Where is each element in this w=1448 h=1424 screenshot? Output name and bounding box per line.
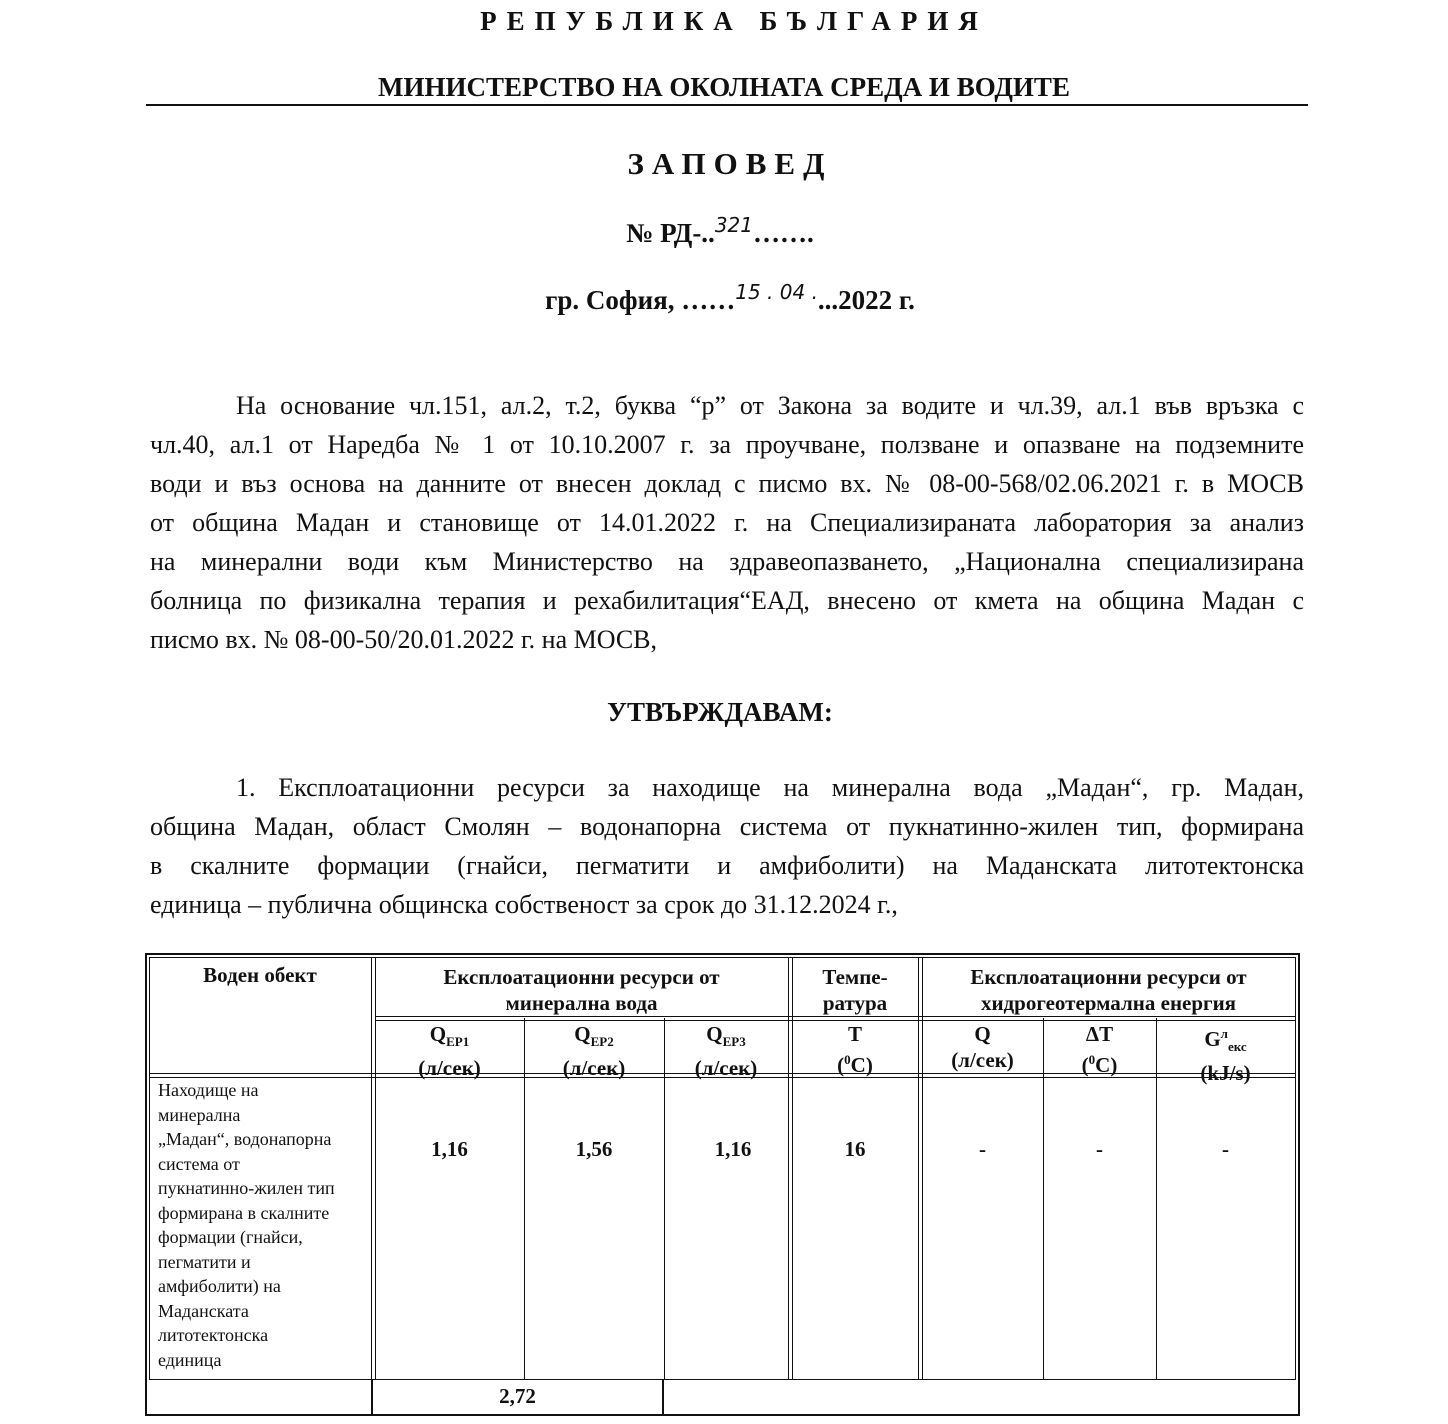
group-mineral-water — [375, 964, 788, 1016]
t-symbol: T — [847, 1022, 862, 1046]
republic-heading: РЕПУБЛИКА БЪЛГАРИЯ — [480, 6, 988, 36]
t-unit-sup: 0 — [844, 1052, 851, 1067]
value-qep1: 1,16 — [431, 1137, 468, 1161]
desc-line: формации (гнайси, — [158, 1227, 303, 1247]
order-number — [0, 213, 1444, 249]
basis-line: от община Мадан и становище от 14.01.2022 г. на Специализираната лаборатория за анализ — [150, 508, 1304, 537]
basis-line: на минерални води към Министерство на здравеопазването, „Национална специализирана — [150, 547, 1304, 576]
table-hline — [375, 1016, 1295, 1017]
q-unit: (л/сек) — [951, 1048, 1014, 1072]
order-title: ЗАПОВЕД — [627, 146, 833, 181]
qep2-symbol: Q — [574, 1022, 591, 1046]
qep2-unit: (л/сек) — [562, 1056, 626, 1081]
col-temp-line1: Темпе- — [822, 965, 888, 989]
desc-line: Находище на — [158, 1080, 259, 1100]
desc-line: литотектонска — [158, 1325, 269, 1345]
date-handwritten: 15 . 04 . — [735, 280, 818, 304]
date-suffix: ...2022 г. — [817, 285, 915, 315]
item1-line: в скалните формации (гнайси, пегматити и амфиболити) на Маданската литотектонска — [150, 851, 1304, 880]
dt-symbol: ΔT — [1085, 1022, 1114, 1046]
basis-paragraph — [150, 386, 1304, 659]
q-symbol: Q — [974, 1022, 991, 1046]
t-unit-pre: ( — [837, 1053, 845, 1077]
desc-line: амфиболити) на — [158, 1276, 281, 1296]
basis-line: На основание чл.151, ал.2, т.2, буква “р” от Закона за водите и чл.39, ал.1 във връзка с — [236, 391, 1304, 420]
qep3-symbol: Q — [706, 1022, 723, 1046]
g-subscript: екс — [1227, 1039, 1247, 1055]
qep3-subscript: EP3 — [722, 1034, 746, 1050]
approve-heading: УТВЪРЖДАВАМ: — [607, 697, 833, 727]
desc-line: система от — [158, 1153, 240, 1174]
header-rule — [146, 104, 1308, 106]
value-g: - — [1222, 1137, 1229, 1161]
desc-line: пукнатинно-жилен тип — [158, 1178, 335, 1198]
basis-line: писмо вх. № 08-00-50/20.01.2022 г. на МОСВ, — [150, 625, 658, 654]
desc-line: „Мадан“, водонапорна — [158, 1129, 332, 1149]
basis-line: чл.40, ал.1 от Наредба № 1 от 10.10.2007 г. за проучване, ползване и опазване на подземните — [150, 430, 1304, 459]
col-qep2 — [524, 1021, 664, 1081]
sum-value: 2,72 — [499, 1384, 536, 1408]
desc-line: Маданската — [158, 1300, 249, 1321]
col-temp-line2: ратура — [822, 991, 888, 1015]
item1-line: 1. Експлоатационни ресурси за находище на минерална вода „Мадан“, гр. Мадан, — [236, 773, 1304, 802]
desc-line: пегматити и — [158, 1251, 251, 1272]
item1-paragraph — [150, 768, 1304, 924]
item1-line: община Мадан, област Смолян – водонапорна система от пукнатинно-жилен тип, формирана — [150, 812, 1304, 841]
qep1-subscript: EP1 — [446, 1034, 470, 1050]
value-qep2: 1,56 — [575, 1137, 613, 1161]
group-mineral-line2: минерална вода — [505, 991, 658, 1015]
qep2-subscript: EP2 — [590, 1034, 614, 1050]
ministry-heading: МИНИСТЕРСТВО НА ОКОЛНАТА СРЕДА И ВОДИТЕ — [378, 72, 1070, 102]
col-q — [922, 1021, 1043, 1073]
dt-unit-pre: ( — [1081, 1053, 1089, 1077]
col-g — [1156, 1021, 1295, 1086]
basis-line: води и въз основа на данните от внесен доклад с писмо вх. № 08-00-568/02.06.2021 г. в МОСВ — [150, 469, 1304, 498]
value-t: 16 — [844, 1137, 866, 1161]
dt-unit-post: C) — [1095, 1053, 1118, 1077]
desc-line: минерална — [158, 1104, 241, 1125]
qep1-unit: (л/сек) — [418, 1056, 481, 1081]
value-q: - — [979, 1137, 986, 1161]
group-mineral-line1: Експлоатационни ресурси от — [443, 965, 720, 989]
city-prefix: гр. София, …… — [545, 285, 736, 315]
city-date — [6, 280, 1448, 316]
col-qep3 — [664, 1021, 788, 1081]
g-unit: (kJ/s) — [1200, 1061, 1251, 1086]
g-superscript: л — [1220, 1026, 1228, 1041]
basis-line: болница по физикална терапия и рехабилитация“ЕАД, внесено от кмета на община Мадан с — [150, 586, 1304, 615]
qep3-unit: (л/сек) — [694, 1056, 758, 1081]
col-dt — [1043, 1021, 1156, 1078]
value-dt: - — [1096, 1137, 1103, 1161]
group-geo-line2: хидрогеотермална енергия — [980, 991, 1237, 1015]
dt-unit-sup: 0 — [1088, 1052, 1096, 1067]
t-unit-post: C) — [850, 1053, 873, 1077]
col-temperature — [792, 964, 918, 1016]
col-t — [792, 1021, 918, 1078]
group-geothermal — [922, 964, 1295, 1016]
qep1-symbol: Q — [429, 1022, 447, 1046]
order-number-prefix: № РД-.. — [626, 218, 715, 248]
group-geo-line1: Експлоатационни ресурси от — [970, 965, 1247, 989]
item1-line: единица – публична общинска собственост за срок до 31.12.2024 г., — [150, 890, 898, 919]
desc-line: единица — [158, 1349, 222, 1370]
col-qep1 — [375, 1021, 524, 1081]
water-object-description — [158, 1078, 373, 1372]
col-water-object: Воден обект — [203, 963, 317, 987]
value-qep3: 1,16 — [714, 1137, 752, 1161]
desc-line: формирана в скалните — [158, 1202, 330, 1223]
g-symbol: G — [1204, 1027, 1221, 1051]
order-number-suffix: ……. — [753, 218, 814, 248]
order-number-handwritten: 321 — [714, 213, 753, 237]
